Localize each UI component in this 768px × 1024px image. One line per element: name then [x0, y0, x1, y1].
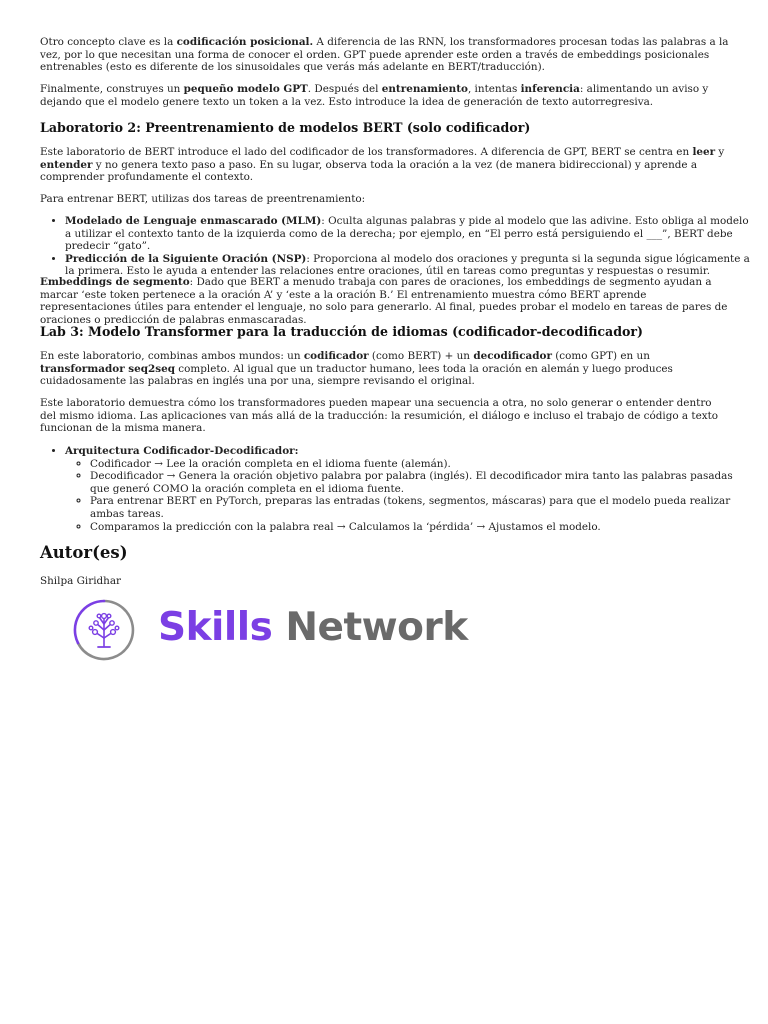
logo-wordmark: Skills Network [158, 605, 468, 650]
paragraph-bert-intro: Este laboratorio de BERT introduce el lado del codificador de los transformadores. A diferencia de GPT, BERT se centra en leer y entender y no genera texto paso a paso. En su lugar, observa toda la oración a la vez (de manera bidireccional) y aprende a comprender profundamente el contexto. [40, 146, 725, 184]
list-item-nsp: • Predicción de la Siguiente Oración (NSP): Proporciona al modelo dos oraciones y pregunta si la segunda sigue lógicamente a la primera. Esto le ayuda a entender las relaciones entre oraciones, útil en tareas como preguntas y respuestas o resumir. [65, 253, 755, 278]
list-item-mlm: • Modelado de Lenguaje enmascarado (MLM): Oculta algunas palabras y pide al modelo que las adivine. Esto obliga al modelo a utilizar el contexto tanto de la izquierda como de la derecha; por ejemplo, en “El perro está persiguiendo el ___”, BERT debe predecir “gato”. [65, 215, 755, 253]
sublist-item-loss: ◦ Comparamos la predicción con la palabra real → Calculamos la ‘pérdida’ → Ajustamos el modelo. [90, 521, 755, 534]
pretraining-task-list [40, 215, 755, 278]
architecture-sublist [65, 458, 755, 534]
heading-lab-3: Lab 3: Modelo Transformer para la traducción de idiomas (codificador-decodificador) [40, 324, 644, 339]
architecture-list [40, 445, 755, 533]
sublist-item-pytorch: ◦ Para entrenar BERT en PyTorch, preparas las entradas (tokens, segmentos, máscaras) para que el modelo pueda realizar ambas tareas. [90, 495, 755, 520]
sublist-item-decoder: ◦ Decodificador → Genera la oración objetivo palabra por palabra (inglés). El decodificador mira tanto las palabras pasadas que generó COMO la oración completa en el idioma fuente. [90, 470, 755, 495]
author-name: Shilpa Giridhar [40, 575, 122, 587]
paragraph-seq2seq: En este laboratorio, combinas ambos mundos: un codificador (como BERT) + un decodificador (como GPT) en un transformador seq2seq completo. Al igual que un traductor humano, lees toda la oración en alemán y luego produces cuidadosamente las palabras en inglés una por una, siempre revisando el original. [40, 350, 673, 388]
sublist-item-encoder: ◦ Codificador → Lee la oración completa en el idioma fuente (alemán). [90, 458, 755, 471]
paragraph-positional-encoding: Otro concepto clave es la codificación posicional. A diferencia de las RNN, los transformadores procesan todas las palabras a la vez, por lo que necesitan una forma de conocer el orden. GPT puede aprender este orden a través de embeddings posicionales entrenables (esto es diferente de los sinusoidales que verás más adelante en BERT/traducción). [40, 36, 729, 74]
paragraph-pretraining-tasks: Para entrenar BERT, utilizas dos tareas de preentrenamiento: [40, 193, 366, 205]
heading-authors: Autor(es) [40, 543, 128, 562]
heading-lab-2: Laboratorio 2: Preentrenamiento de modelos BERT (solo codificador) [40, 120, 531, 135]
network-tree-icon [72, 598, 136, 662]
paragraph-sequence-mapping: Este laboratorio demuestra cómo los transformadores pueden mapear una secuencia a otra, no solo generar o entender dentro del mismo idioma. Las aplicaciones van más allá de la traducción: la resumición, el diálogo e incluso el trabajo de código a texto funcionan de la misma manera. [40, 397, 719, 435]
skills-network-logo [72, 598, 472, 662]
paragraph-small-gpt: Finalmente, construyes un pequeño modelo GPT. Después del entrenamiento, intentas inferencia: alimentando un aviso y dejando que el modelo genere texto un token a la vez. Esto introduce la idea de generación de texto autorregresiva. [40, 83, 709, 108]
list-item-architecture: • Arquitectura Codificador-Decodificador: ◦ Codificador → Lee la oración completa en el idioma fuente (alemán). ◦ Decodificador → Genera la oración objetivo palabra por palabra (inglés). El decodificador mira tanto las palabras pasadas que generó COMO la oración completa en el idioma fuente. ◦ Para entrenar BERT en PyTorch, preparas las entradas (tokens, segmentos, máscaras) para que el modelo pueda realizar ambas tareas. ◦ Comparamos la predicción con la palabra real → Calculamos la ‘pérdida’ → Ajustamos el modelo. [65, 445, 755, 533]
paragraph-segment-embeddings: Embeddings de segmento: Dado que BERT a menudo trabaja con pares de oraciones, los embeddings de segmento ayudan a marcar ‘este token pertenece a la oración A’ y ‘este a la oración B.’ El entrenamiento muestra cómo BERT aprende representaciones útiles para entender el lenguaje, no solo para generarlo. Al final, puedes probar el modelo en tareas de pares de oraciones o predicción de palabras enmascaradas. [40, 276, 728, 326]
